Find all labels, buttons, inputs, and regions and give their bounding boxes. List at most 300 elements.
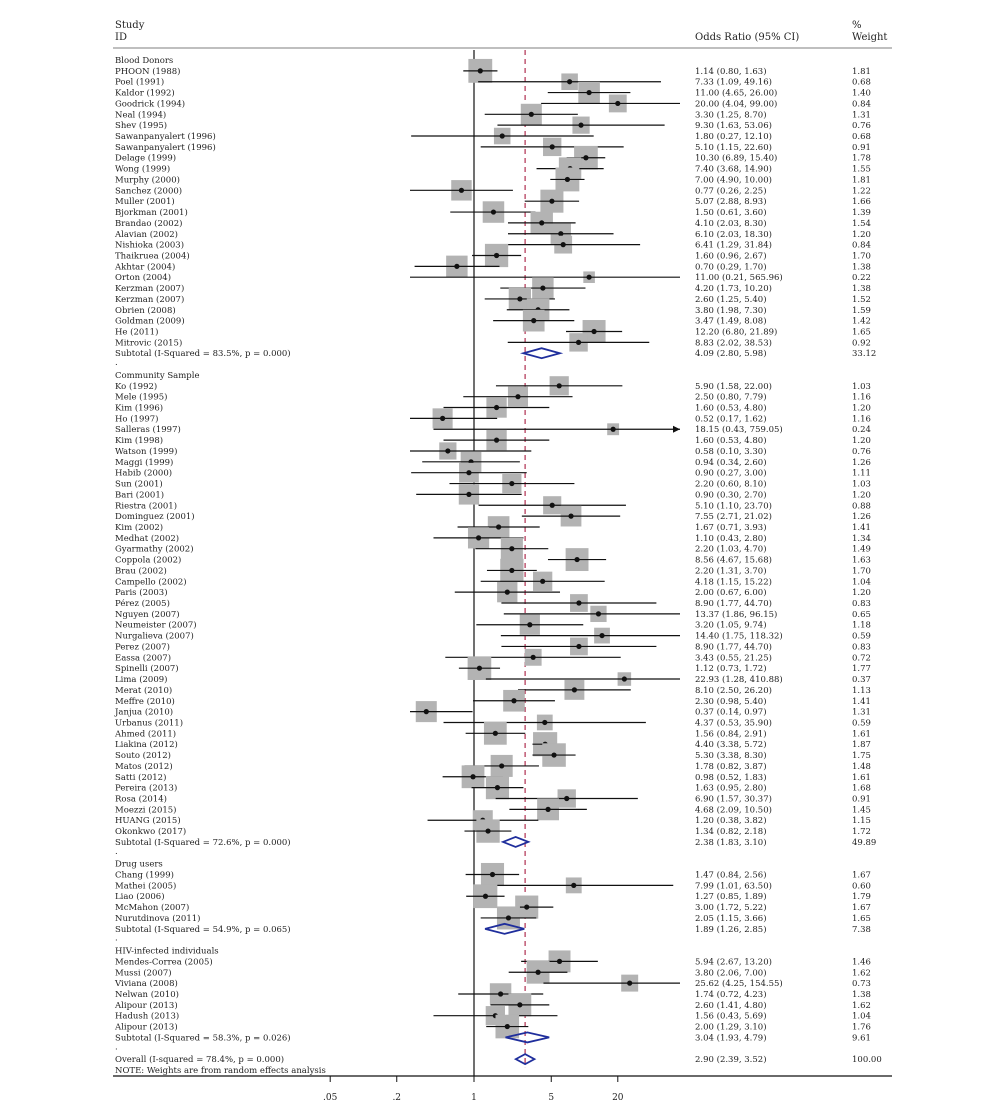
point-estimate (499, 763, 504, 768)
study-ci-text: 20.00 (4.04, 99.00) (695, 99, 778, 110)
study-label: McMahon (2007) (115, 903, 190, 914)
study-label: Alipour (2013) (115, 1022, 178, 1033)
study-weight: 1.61 (852, 729, 871, 740)
study-label: Urbanus (2011) (115, 718, 184, 729)
study-weight: 1.38 (852, 284, 871, 295)
study-ci-text: 2.20 (1.31, 3.70) (695, 566, 767, 577)
study-label: Okonkwo (2017) (115, 827, 187, 838)
study-ci-text: 7.40 (3.68, 14.90) (695, 164, 772, 175)
overall-weight: 100.00 (852, 1055, 882, 1066)
study-label: Campello (2002) (115, 577, 187, 588)
point-estimate (500, 133, 505, 138)
study-weight: 1.18 (852, 620, 871, 631)
study-label: Sawanpanyalert (1996) (115, 132, 216, 143)
study-ci-text: 3.80 (2.06, 7.00) (695, 968, 767, 979)
point-estimate (622, 676, 627, 681)
study-weight: 1.39 (852, 208, 871, 219)
study-label: Sawanpanyalert (1996) (115, 142, 216, 153)
subtotal-label: Subtotal (I-Squared = 54.9%, p = 0.065) (115, 924, 291, 935)
study-ci-text: 1.56 (0.84, 2.91) (695, 729, 767, 740)
study-weight: 1.52 (852, 294, 871, 305)
study-weight: 1.79 (852, 892, 871, 903)
study-weight: 1.03 (852, 479, 871, 490)
header-effect: Odds Ratio (95% CI) (695, 32, 800, 43)
study-ci-text: 0.52 (0.17, 1.62) (695, 414, 767, 425)
study-weight: 1.41 (852, 522, 871, 533)
study-label: Brandao (2002) (115, 218, 183, 229)
study-weight: 0.60 (852, 881, 871, 892)
point-estimate (493, 731, 498, 736)
study-label: Mussi (2007) (115, 968, 172, 979)
subtotal-ci-text: 4.09 (2.80, 5.98) (695, 349, 767, 360)
study-label: Riestra (2001) (115, 501, 178, 512)
study-ci-text: 2.30 (0.98, 5.40) (695, 696, 767, 707)
study-ci-text: 1.50 (0.61, 3.60) (695, 208, 767, 219)
point-estimate (531, 318, 536, 323)
point-estimate (627, 981, 632, 986)
study-label: Salleras (1997) (115, 425, 181, 436)
study-weight: 1.16 (852, 414, 871, 425)
study-label: Dominguez (2001) (115, 512, 195, 523)
header-id: ID (115, 32, 127, 43)
study-label: Lima (2009) (115, 675, 168, 686)
subtotal-label: Subtotal (I-Squared = 83.5%, p = 0.000) (115, 349, 291, 360)
study-ci-text: 3.43 (0.55, 21.25) (695, 653, 772, 664)
study-ci-text: 1.60 (0.96, 2.67) (695, 251, 767, 262)
study-ci-text: 5.10 (1.10, 23.70) (695, 501, 772, 512)
study-label: Ho (1997) (115, 414, 159, 425)
study-weight: 1.61 (852, 772, 871, 783)
study-weight: 1.03 (852, 381, 871, 392)
study-weight: 1.81 (852, 66, 871, 77)
study-ci-text: 5.94 (2.67, 13.20) (695, 957, 772, 968)
group-separator: . (115, 933, 118, 944)
point-estimate (498, 991, 503, 996)
study-ci-text: 6.90 (1.57, 30.37) (695, 794, 772, 805)
point-estimate (551, 752, 556, 757)
study-label: Mathei (2005) (115, 881, 177, 892)
study-label: Satti (2012) (115, 772, 167, 783)
study-ci-text: 11.00 (0.21, 565.96) (695, 273, 783, 284)
point-estimate (496, 524, 501, 529)
study-ci-text: 14.40 (1.75, 118.32) (695, 631, 783, 642)
study-label: Sun (2001) (115, 479, 163, 490)
study-ci-text: 2.05 (1.15, 3.66) (695, 913, 767, 924)
group-separator: . (115, 1042, 118, 1053)
study-ci-text: 4.20 (1.73, 10.20) (695, 284, 772, 295)
header-pct: % (852, 20, 862, 31)
point-estimate (445, 448, 450, 453)
study-weight: 0.83 (852, 599, 871, 610)
study-ci-text: 11.00 (4.65, 26.00) (695, 88, 778, 99)
study-ci-text: 3.30 (1.25, 8.70) (695, 110, 767, 121)
study-label: PHOON (1988) (115, 66, 181, 77)
group-label: Community Sample (115, 370, 200, 381)
study-ci-text: 1.80 (0.27, 12.10) (695, 132, 772, 143)
study-ci-text: 1.12 (0.73, 1.72) (695, 664, 767, 675)
study-ci-text: 12.20 (6.80, 21.89) (695, 327, 778, 338)
study-weight: 1.20 (852, 436, 871, 447)
study-weight: 1.54 (852, 218, 871, 229)
study-ci-text: 13.37 (1.86, 96.15) (695, 609, 778, 620)
study-label: Orton (2004) (115, 273, 172, 284)
study-ci-text: 8.10 (2.50, 26.20) (695, 685, 772, 696)
study-label: Souto (2012) (115, 751, 171, 762)
study-weight: 0.76 (852, 121, 871, 132)
study-ci-text: 0.58 (0.10, 3.30) (695, 446, 767, 457)
point-estimate (561, 242, 566, 247)
study-ci-text: 4.68 (2.09, 10.50) (695, 805, 772, 816)
point-estimate (557, 959, 562, 964)
study-label: Nishioka (2003) (115, 240, 185, 251)
point-estimate (574, 557, 579, 562)
study-label: Bjorkman (2001) (115, 208, 188, 219)
study-ci-text: 4.40 (3.38, 5.72) (695, 740, 767, 751)
point-estimate (550, 503, 555, 508)
point-estimate (557, 383, 562, 388)
subtotal-weight: 33.12 (852, 349, 877, 360)
study-ci-text: 3.00 (1.72, 5.22) (695, 903, 767, 914)
study-ci-text: 1.20 (0.38, 3.82) (695, 816, 767, 827)
study-ci-text: 1.14 (0.80, 1.63) (695, 66, 767, 77)
study-weight: 1.20 (852, 588, 871, 599)
study-weight: 1.26 (852, 512, 871, 523)
study-ci-text: 4.10 (2.03, 8.30) (695, 218, 767, 229)
point-estimate (495, 785, 500, 790)
study-ci-text: 2.00 (0.67, 6.00) (695, 588, 767, 599)
study-ci-text: 25.62 (4.25, 154.55) (695, 979, 783, 990)
footnote: NOTE: Weights are from random effects analysis (115, 1066, 326, 1076)
study-label: Matos (2012) (115, 761, 173, 772)
point-estimate (586, 275, 591, 280)
study-weight: 0.92 (852, 338, 871, 349)
study-ci-text: 1.27 (0.85, 1.89) (695, 892, 767, 903)
study-ci-text: 1.10 (0.43, 2.80) (695, 533, 767, 544)
study-weight: 1.46 (852, 957, 871, 968)
study-weight: 0.84 (852, 99, 871, 110)
point-estimate (549, 199, 554, 204)
study-ci-text: 0.94 (0.34, 2.60) (695, 457, 767, 468)
overall-label: Overall (I-squared = 78.4%, p = 0.000) (115, 1055, 285, 1066)
study-label: Akhtar (2004) (115, 262, 176, 273)
point-estimate (466, 492, 471, 497)
study-weight: 1.31 (852, 110, 871, 121)
study-weight: 1.22 (852, 186, 871, 197)
point-estimate (567, 79, 572, 84)
study-weight: 1.66 (852, 197, 871, 208)
study-label: Neumeister (2007) (115, 620, 197, 631)
subtotal-label: Subtotal (I-Squared = 58.3%, p = 0.026) (115, 1033, 291, 1044)
point-estimate (517, 1002, 522, 1007)
study-ci-text: 2.50 (0.80, 7.79) (695, 392, 767, 403)
study-weight: 1.65 (852, 327, 871, 338)
study-ci-text: 10.30 (6.89, 15.40) (695, 153, 778, 164)
study-weight: 1.62 (852, 1000, 871, 1011)
study-label: Sanchez (2000) (115, 186, 183, 197)
study-weight: 0.59 (852, 631, 871, 642)
point-estimate (477, 666, 482, 671)
study-ci-text: 8.90 (1.77, 44.70) (695, 642, 772, 653)
point-estimate (511, 698, 516, 703)
x-tick-label: 1 (471, 1093, 477, 1103)
study-weight: 1.31 (852, 707, 871, 718)
point-estimate (476, 535, 481, 540)
point-estimate (599, 633, 604, 638)
study-weight: 1.75 (852, 751, 871, 762)
study-label: Watson (1999) (115, 446, 178, 457)
study-ci-text: 1.60 (0.53, 4.80) (695, 403, 767, 414)
study-weight: 1.38 (852, 989, 871, 1000)
point-estimate (517, 296, 522, 301)
study-ci-text: 3.20 (1.05, 9.74) (695, 620, 767, 631)
study-weight: 1.45 (852, 805, 871, 816)
study-weight: 0.72 (852, 653, 871, 664)
study-weight: 1.15 (852, 816, 871, 827)
study-weight: 0.91 (852, 142, 871, 153)
point-estimate (615, 101, 620, 106)
study-label: Gyarmathy (2002) (115, 544, 194, 555)
point-estimate (571, 883, 576, 888)
study-weight: 0.83 (852, 642, 871, 653)
study-weight: 0.84 (852, 240, 871, 251)
study-ci-text: 7.00 (4.90, 10.00) (695, 175, 772, 186)
study-weight: 1.16 (852, 392, 871, 403)
study-label: Mendes-Correa (2005) (115, 957, 213, 968)
study-ci-text: 1.47 (0.84, 2.56) (695, 870, 767, 881)
study-weight: 1.38 (852, 262, 871, 273)
study-weight: 1.49 (852, 544, 871, 555)
study-weight: 1.20 (852, 229, 871, 240)
study-weight: 1.42 (852, 316, 871, 327)
study-weight: 1.11 (852, 468, 871, 479)
study-ci-text: 1.78 (0.82, 3.87) (695, 761, 767, 772)
point-estimate (494, 405, 499, 410)
study-label: Murphy (2000) (115, 175, 180, 186)
subtotal-ci-text: 1.89 (1.26, 2.85) (695, 924, 767, 935)
study-weight: 1.63 (852, 555, 871, 566)
study-ci-text: 2.60 (1.25, 5.40) (695, 294, 767, 305)
study-ci-text: 2.20 (1.03, 4.70) (695, 544, 767, 555)
study-label: Pérez (2005) (115, 599, 170, 610)
point-estimate (542, 720, 547, 725)
study-ci-text: 0.90 (0.30, 2.70) (695, 490, 767, 501)
study-label: Poel (1991) (115, 77, 165, 88)
study-label: Mitrovic (2015) (115, 338, 183, 349)
point-estimate (583, 155, 588, 160)
study-weight: 0.65 (852, 609, 871, 620)
study-label: Nguyen (2007) (115, 609, 180, 620)
overall-ci-text: 2.90 (2.39, 3.52) (695, 1055, 767, 1066)
x-axis-ticks (323, 1076, 624, 1103)
study-weight: 1.59 (852, 305, 871, 316)
study-weight: 0.76 (852, 446, 871, 457)
subtotal-diamond (523, 348, 559, 358)
point-estimate (540, 579, 545, 584)
study-weight: 0.73 (852, 979, 871, 990)
study-ci-text: 0.77 (0.26, 2.25) (695, 186, 767, 197)
study-ci-text: 0.98 (0.52, 1.83) (695, 772, 767, 783)
point-estimate (459, 188, 464, 193)
point-estimate (565, 177, 570, 182)
study-label: Alavian (2002) (115, 229, 178, 240)
point-estimate (611, 427, 616, 432)
subtotal-weight: 49.89 (852, 837, 877, 848)
study-ci-text: 5.90 (1.58, 22.00) (695, 381, 772, 392)
study-label: Kerzman (2007) (115, 284, 185, 295)
subtotal-weight: 9.61 (852, 1033, 871, 1044)
study-label: Spinelli (2007) (115, 664, 179, 675)
study-weight: 0.91 (852, 794, 871, 805)
study-label: Chang (1999) (115, 870, 174, 881)
study-label: Goodrick (1994) (115, 99, 186, 110)
study-label: Liao (2006) (115, 892, 165, 903)
point-estimate (494, 253, 499, 258)
study-weight: 1.68 (852, 783, 871, 794)
study-weight: 0.68 (852, 132, 871, 143)
point-estimate (539, 220, 544, 225)
study-ci-text: 9.30 (1.63, 53.06) (695, 121, 772, 132)
point-estimate (505, 1024, 510, 1029)
study-ci-text: 1.74 (0.72, 4.23) (695, 989, 767, 1000)
subtotal-weight: 7.38 (852, 924, 871, 935)
study-label: Mele (1995) (115, 392, 168, 403)
study-weight: 1.77 (852, 664, 871, 675)
header-weight: Weight (852, 32, 888, 43)
study-ci-text: 3.47 (1.49, 8.08) (695, 316, 767, 327)
study-ci-text: 6.10 (2.03, 18.30) (695, 229, 772, 240)
point-estimate (509, 568, 514, 573)
study-weight: 0.88 (852, 501, 871, 512)
study-label: Nurutdinova (2011) (115, 913, 201, 924)
point-estimate (478, 68, 483, 73)
point-estimate (440, 416, 445, 421)
study-label: Shev (1995) (115, 121, 168, 132)
study-label: Thaikruea (2004) (115, 251, 190, 262)
study-weight: 1.65 (852, 913, 871, 924)
group-separator: . (115, 846, 118, 857)
point-estimate (576, 340, 581, 345)
study-ci-text: 18.15 (0.43, 759.05) (695, 425, 783, 436)
study-ci-text: 0.37 (0.14, 0.97) (695, 707, 767, 718)
point-estimate (424, 709, 429, 714)
point-estimate (564, 796, 569, 801)
study-ci-text: 2.60 (1.41, 4.80) (695, 1000, 767, 1011)
study-weight: 1.26 (852, 457, 871, 468)
study-weight: 1.55 (852, 164, 871, 175)
subtotal-ci-text: 3.04 (1.93, 4.79) (695, 1033, 767, 1044)
study-ci-text: 5.10 (1.15, 22.60) (695, 142, 772, 153)
study-label: Delage (1999) (115, 153, 177, 164)
subtotal-ci-text: 2.38 (1.83, 3.10) (695, 837, 767, 848)
study-label: Viviana (2008) (115, 979, 178, 990)
study-label: Kerzman (2007) (115, 294, 185, 305)
study-ci-text: 7.33 (1.09, 49.16) (695, 77, 772, 88)
study-label: Hadush (2013) (115, 1011, 180, 1022)
study-ci-text: 1.60 (0.53, 4.80) (695, 436, 767, 447)
study-weight: 1.20 (852, 403, 871, 414)
point-estimate (524, 904, 529, 909)
study-ci-text: 5.07 (2.88, 8.93) (695, 197, 767, 208)
point-estimate (491, 209, 496, 214)
study-label: Meffre (2010) (115, 696, 175, 707)
point-estimate (586, 90, 591, 95)
study-label: Neal (1994) (115, 110, 167, 121)
point-estimate (531, 655, 536, 660)
point-estimate (576, 600, 581, 605)
study-weight: 1.76 (852, 1022, 871, 1033)
study-weight: 0.24 (852, 425, 871, 436)
study-weight: 1.72 (852, 827, 871, 838)
study-weight: 0.22 (852, 273, 871, 284)
study-label: Kim (2002) (115, 522, 164, 533)
study-label: Merat (2010) (115, 685, 173, 696)
study-weight: 1.13 (852, 685, 871, 696)
study-ci-text: 8.83 (2.02, 38.53) (695, 338, 772, 349)
study-weight: 0.68 (852, 77, 871, 88)
study-weight: 1.04 (852, 577, 871, 588)
study-label: Pereira (2013) (115, 783, 178, 794)
study-ci-text: 0.90 (0.27, 3.00) (695, 468, 767, 479)
point-estimate (545, 807, 550, 812)
study-ci-text: 1.34 (0.82, 2.18) (695, 827, 767, 838)
study-label: HUANG (2015) (115, 816, 181, 827)
study-label: Brau (2002) (115, 566, 167, 577)
study-weight: 1.81 (852, 175, 871, 186)
point-estimate (454, 264, 459, 269)
study-label: Liakina (2012) (115, 740, 178, 751)
point-estimate (596, 611, 601, 616)
study-ci-text: 0.70 (0.29, 1.70) (695, 262, 767, 273)
study-label: Ko (1992) (115, 381, 158, 392)
study-label: Maggi (1999) (115, 457, 174, 468)
study-weight: 1.04 (852, 1011, 871, 1022)
point-estimate (490, 872, 495, 877)
study-weight: 1.48 (852, 761, 871, 772)
study-weight: 1.87 (852, 740, 871, 751)
study-label: Moezzi (2015) (115, 805, 177, 816)
point-estimate (550, 144, 555, 149)
study-ci-text: 4.37 (0.53, 35.90) (695, 718, 772, 729)
study-ci-text: 8.56 (4.67, 15.68) (695, 555, 772, 566)
point-estimate (527, 622, 532, 627)
study-weight: 1.67 (852, 870, 871, 881)
study-weight: 1.70 (852, 566, 871, 577)
study-weight: 1.67 (852, 903, 871, 914)
chart-marks (114, 50, 882, 1076)
point-estimate (505, 590, 510, 595)
study-ci-text: 5.30 (3.38, 8.30) (695, 751, 767, 762)
study-label: Nelwan (2010) (115, 989, 179, 1000)
study-weight: 1.78 (852, 153, 871, 164)
x-tick-label: 20 (612, 1093, 624, 1103)
study-ci-text: 7.99 (1.01, 63.50) (695, 881, 772, 892)
study-weight: 1.41 (852, 696, 871, 707)
x-tick-label: .05 (323, 1093, 338, 1103)
point-estimate (572, 687, 577, 692)
study-label: Nurgalieva (2007) (115, 631, 194, 642)
study-label: Wong (1999) (115, 164, 171, 175)
study-ci-text: 2.00 (1.29, 3.10) (695, 1022, 767, 1033)
study-label: Rosa (2014) (115, 794, 167, 805)
study-weight: 0.59 (852, 718, 871, 729)
study-ci-text: 1.56 (0.43, 5.69) (695, 1011, 767, 1022)
study-weight: 1.62 (852, 968, 871, 979)
study-weight: 1.20 (852, 490, 871, 501)
study-weight: 1.70 (852, 251, 871, 262)
study-ci-text: 8.90 (1.77, 44.70) (695, 599, 772, 610)
point-estimate (529, 112, 534, 117)
study-weight: 1.34 (852, 533, 871, 544)
